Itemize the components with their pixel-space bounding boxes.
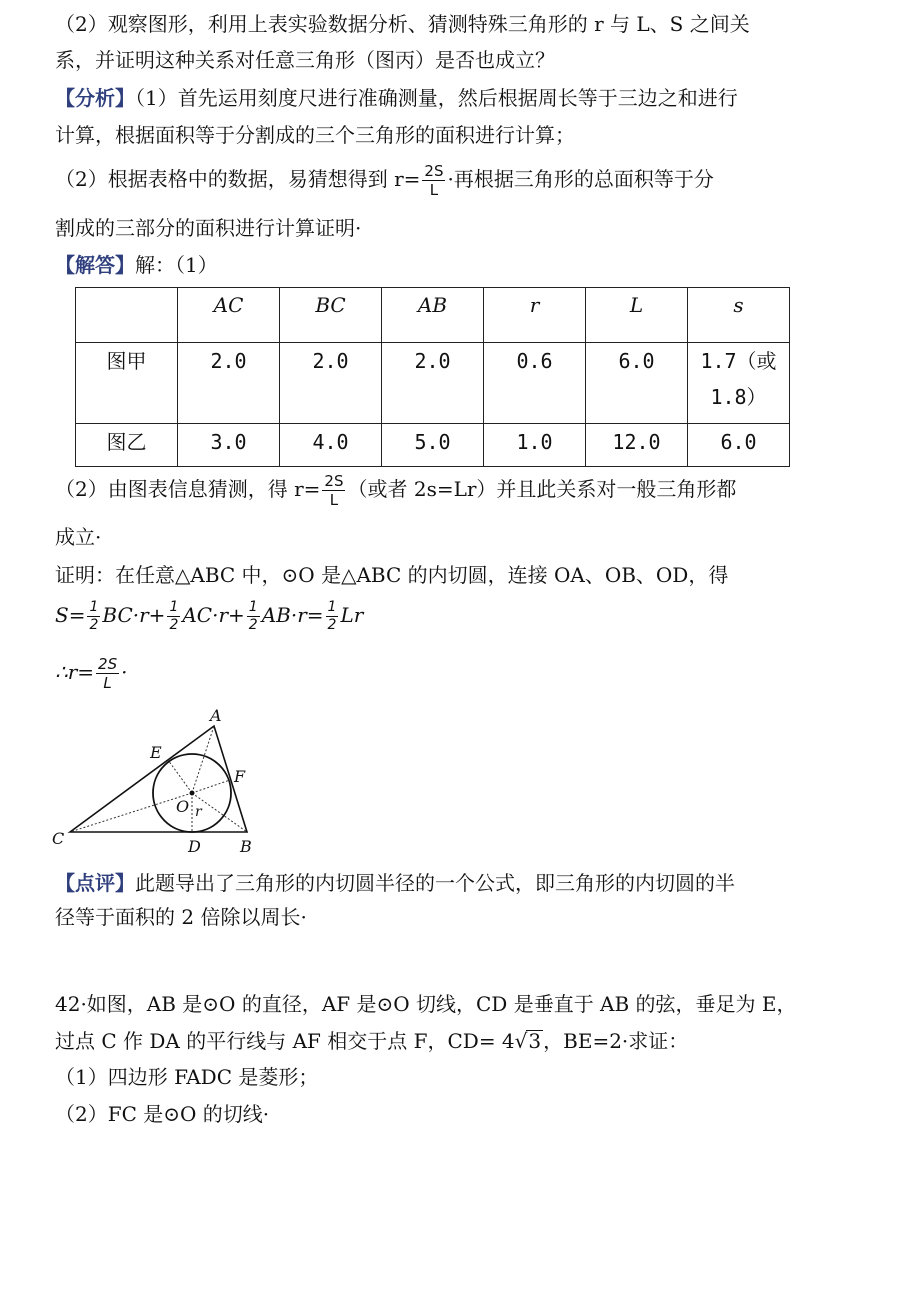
therefore-pre: ∴r= [55,660,95,684]
analysis-line4: 割成的三部分的面积进行计算证明· [55,216,362,240]
label-b: B [240,837,252,856]
label-r: r [195,804,202,820]
eq-term-ac: AC·r+ [182,603,245,627]
table-header-cell [76,288,178,343]
analysis-line3 [55,162,714,199]
therefore-line [55,655,127,692]
fraction-denominator: 2 [89,617,99,633]
fraction-numerator: 2S [424,162,444,180]
table-header-cell: r [484,288,586,343]
area-equation [55,599,363,634]
fraction-denominator: L [103,674,112,692]
table-cell: 12.0 [586,424,688,467]
sqrt-value: 3 [528,1029,542,1053]
fraction-half [247,599,260,634]
answer-line [55,251,218,279]
table-header-cell: AB [382,288,484,343]
sqrt-sign: √ [514,1029,528,1053]
incircle-figure [40,700,280,865]
table-header-cell: s [688,288,790,343]
fraction-2s-over-l [322,472,345,509]
table-cell: 3.0 [178,424,280,467]
table-cell: 6.0 [586,343,688,424]
problem42-line2-pre: 过点 C 作 DA 的平行线与 AF 相交于点 F，CD= 4 [55,1029,515,1053]
comment-line2: 径等于面积的 2 倍除以周长· [55,905,307,929]
table-header-cell: BC [280,288,382,343]
analysis-line2: 计算，根据面积等于分割成的三个三角形的面积进行计算； [55,123,575,147]
fraction-denominator: 2 [327,617,337,633]
table-cell: 2.0 [178,343,280,424]
part2-question-line2: 系，并证明这种关系对任意三角形（图丙）是否也成立？ [55,48,555,72]
table-cell-line1: 1.7（或 [700,349,777,373]
table-cell: 1.0 [484,424,586,467]
comment-line1 [55,869,735,897]
table-row-head: 图乙 [76,424,178,467]
table-header-cell: AC [178,288,280,343]
part2-question-line1: （2）观察图形，利用上表实验数据分析、猜测特殊三角形的 r 与 L、S 之间关 [55,12,750,36]
problem42-item1: （1）四边形 FADC 是菱形； [55,1065,319,1089]
proof-line: 证明：在任意△ABC 中，⊙O 是△ABC 的内切圆，连接 OA、OB、OD，得 [55,563,729,587]
table-cell: 2.0 [382,343,484,424]
fraction-denominator: 2 [169,617,179,633]
label-a: A [210,706,222,725]
data-table [75,287,790,467]
conclusion-line2: 成立· [55,525,102,549]
analysis-line1 [55,84,738,112]
table-header-row [76,288,790,343]
fraction-numerator: 1 [89,599,99,615]
segment-of [192,780,230,793]
analysis-line3-post: ·再根据三角形的总面积等于分 [447,167,714,191]
table-cell [688,343,790,424]
problem42-line2-post: ，BE=2·求证： [543,1029,689,1053]
label-f: F [234,767,246,786]
fraction-2s-over-l [422,162,445,199]
comment-tag: 【点评】 [55,871,135,895]
eq-term-bc: BC·r+ [102,603,166,627]
therefore-end: · [121,660,128,684]
label-o: O [176,797,190,816]
label-e: E [150,743,162,762]
fraction-denominator: 2 [248,617,258,633]
segment-oe [168,760,192,793]
answer-tag: 【解答】 [55,253,135,277]
conclusion-line1-post: （或者 2s=Lr）并且此关系对一般三角形都 [347,477,737,501]
conclusion-line1-pre: （2）由图表信息猜测，得 r= [55,477,321,501]
eq-term-lr: Lr [340,603,364,627]
table-header-cell: L [586,288,688,343]
label-d: D [188,837,201,856]
fraction-2s-over-l [96,655,119,692]
triangle-abc [70,726,247,832]
table-cell: 5.0 [382,424,484,467]
analysis-tag: 【分析】 [55,86,135,110]
label-c: C [52,829,65,848]
table-row-head: 图甲 [76,343,178,424]
fraction-numerator: 1 [248,599,258,615]
eq-term-ab: AB·r= [261,603,324,627]
problem42-line1: 42·如图，AB 是⊙O 的直径，AF 是⊙O 切线，CD 是垂直于 AB 的弦，垂足为 E， [55,992,797,1016]
comment-text1: 此题导出了三角形的内切圆半径的一个公式，即三角形的内切圆的半 [135,871,735,895]
eq-s: S= [55,603,86,627]
fraction-numerator: 1 [327,599,337,615]
fraction-numerator: 1 [169,599,179,615]
table-row [76,424,790,467]
analysis-line3-pre: （2）根据表格中的数据，易猜想得到 r= [55,167,421,191]
analysis-text1: （1）首先运用刻度尺进行准确测量，然后根据周长等于三边之和进行 [135,86,738,110]
fraction-half [326,599,339,634]
table-cell: 0.6 [484,343,586,424]
table-cell-line2: 1.8） [710,385,767,409]
fraction-numerator: 2S [324,472,344,490]
center-point [190,791,195,796]
fraction-denominator: L [429,181,439,199]
table-row [76,343,790,424]
conclusion-line1 [55,472,736,509]
segment-oc [70,793,192,832]
fraction-numerator: 2S [98,655,118,673]
problem42-item2: （2）FC 是⊙O 的切线· [55,1102,270,1126]
fraction-half [167,599,180,634]
problem42-line2 [55,1027,688,1055]
answer-text: 解：（1） [135,253,218,277]
fraction-denominator: L [329,491,339,509]
table-cell: 6.0 [688,424,790,467]
table-cell: 2.0 [280,343,382,424]
table-cell: 4.0 [280,424,382,467]
fraction-half [87,599,100,634]
